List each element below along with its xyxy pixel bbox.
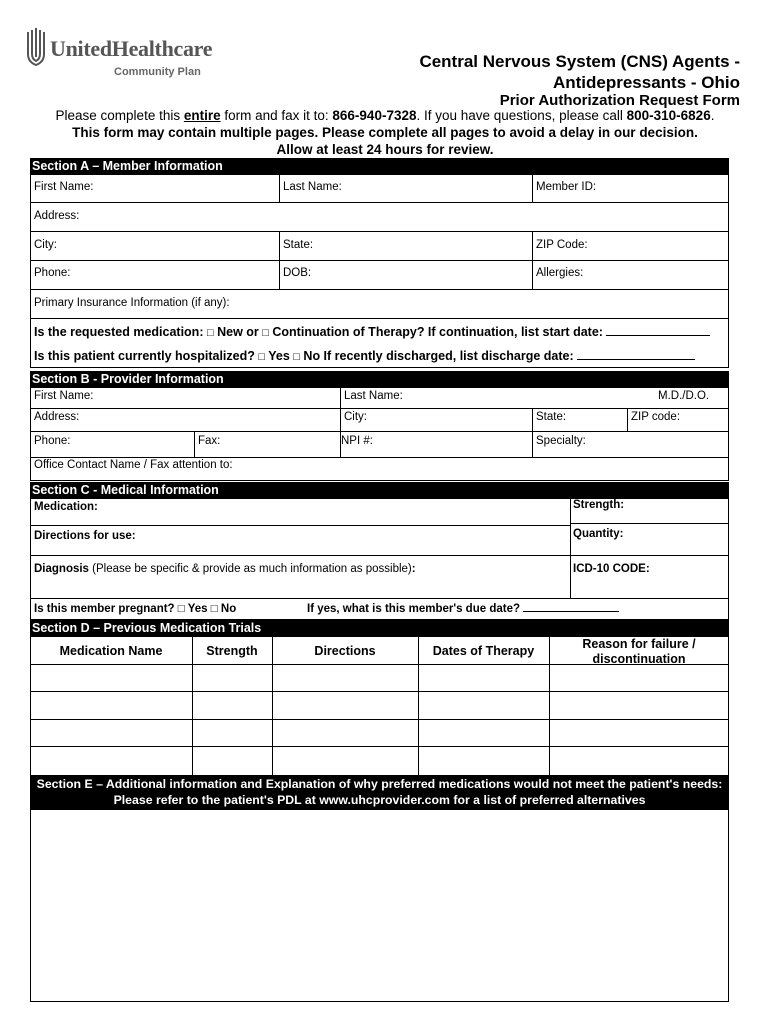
strength-field[interactable]: Strength: xyxy=(573,499,625,511)
intro-line3: Allow at least 24 hours for review. xyxy=(276,142,494,157)
section-b-header: Section B - Provider Information xyxy=(30,371,729,387)
pregnant-no-checkbox[interactable]: □ xyxy=(210,603,218,615)
divider xyxy=(30,202,729,203)
member-id-field[interactable]: Member ID: xyxy=(536,181,597,193)
member-phone-field[interactable]: Phone: xyxy=(34,267,71,279)
fax-number: 866-940-7328 xyxy=(332,108,417,123)
divider xyxy=(30,408,729,409)
member-last-name-field[interactable]: Last Name: xyxy=(283,181,342,193)
intro-line1: Please complete this entire form and fax it to: 866-940-7328. If you have questions, please call 800-310-6826. xyxy=(55,108,715,123)
provider-phone-field[interactable]: Phone: xyxy=(34,435,71,447)
section-c-box xyxy=(30,498,729,620)
divider xyxy=(532,408,533,457)
hospitalized-question: Is this patient currently hospitalized? □ Yes □ No If recently discharged, list discharge date: xyxy=(34,349,695,363)
divider xyxy=(30,318,729,319)
column-header: Medication Name xyxy=(59,644,163,658)
form-subtitle: Prior Authorization Request Form xyxy=(499,92,740,109)
section-e-note: Please refer to the patient's PDL at www.uhcprovider.com for a list of preferred alternatives xyxy=(113,793,646,807)
table-row[interactable] xyxy=(31,720,729,746)
section-c-header: Section C - Medical Information xyxy=(30,482,729,498)
section-d-header: Section D – Previous Medication Trials xyxy=(30,620,729,636)
provider-state-field[interactable]: State: xyxy=(536,411,567,423)
provider-city-field[interactable]: City: xyxy=(344,411,367,423)
divider xyxy=(532,174,533,202)
divider xyxy=(30,231,729,232)
form-title-line2: Antidepressants - Ohio xyxy=(552,73,740,92)
provider-npi-field[interactable]: NPI #: xyxy=(341,435,373,447)
divider xyxy=(30,598,729,599)
column-header: Reason for failure / discontinuation xyxy=(582,637,696,666)
icd10-field[interactable]: ICD-10 CODE: xyxy=(573,563,650,575)
hospitalized-no-checkbox[interactable]: □ xyxy=(293,351,300,363)
new-checkbox[interactable]: □ xyxy=(206,327,214,339)
quantity-field[interactable]: Quantity: xyxy=(573,528,624,540)
divider xyxy=(30,525,570,526)
table-row[interactable] xyxy=(31,665,729,691)
section-e-header xyxy=(30,776,729,809)
hospitalized-yes-checkbox[interactable]: □ xyxy=(258,351,265,363)
member-address-field[interactable]: Address: xyxy=(34,210,80,222)
member-dob-field[interactable]: DOB: xyxy=(283,267,312,279)
section-a-header: Section A – Member Information xyxy=(30,158,729,174)
divider xyxy=(194,431,195,457)
provider-fax-field[interactable]: Fax: xyxy=(198,435,221,447)
table-row[interactable] xyxy=(31,747,729,775)
form-title-line1: Central Nervous System (CNS) Agents - xyxy=(419,52,740,71)
divider xyxy=(570,523,729,524)
due-date-question: If yes, what is this member's due date? xyxy=(307,603,619,615)
column-header: Directions xyxy=(314,644,376,658)
provider-address-field[interactable]: Address: xyxy=(34,411,80,423)
pregnant-question: Is this member pregnant? □ Yes □ No xyxy=(34,603,237,615)
divider xyxy=(30,260,729,261)
start-date-line[interactable] xyxy=(606,335,710,336)
divider xyxy=(627,408,628,431)
divider xyxy=(30,555,729,556)
intro-line2: This form may contain multiple pages. Please complete all pages to avoid a delay in our decision. xyxy=(72,125,698,140)
divider xyxy=(30,431,729,432)
provider-zip-field[interactable]: ZIP code: xyxy=(631,411,681,423)
additional-info-textarea[interactable] xyxy=(30,809,729,1002)
md-do-label: M.D./D.O. xyxy=(658,390,710,402)
provider-specialty-field[interactable]: Specialty: xyxy=(536,435,586,447)
divider xyxy=(532,231,533,289)
logo-subtitle: Community Plan xyxy=(114,66,201,78)
insurance-field[interactable]: Primary Insurance Information (if any): xyxy=(34,297,230,309)
provider-last-name-field[interactable]: Last Name: xyxy=(344,390,403,402)
table-row[interactable] xyxy=(31,692,729,719)
divider xyxy=(30,457,729,458)
divider xyxy=(279,231,280,289)
provider-first-name-field[interactable]: First Name: xyxy=(34,390,94,402)
pregnant-yes-checkbox[interactable]: □ xyxy=(177,603,185,615)
phone-number: 800-310-6826 xyxy=(626,108,711,123)
discharge-date-line[interactable] xyxy=(577,359,695,360)
medication-field[interactable]: Medication: xyxy=(34,501,98,513)
member-state-field[interactable]: State: xyxy=(283,239,314,251)
divider xyxy=(570,498,571,598)
logo-name: UnitedHealthcare xyxy=(50,36,213,61)
office-contact-field[interactable]: Office Contact Name / Fax attention to: xyxy=(34,459,233,471)
continuation-checkbox[interactable]: □ xyxy=(262,327,269,339)
divider xyxy=(279,174,280,202)
divider xyxy=(30,289,729,290)
column-header: Dates of Therapy xyxy=(432,644,535,658)
due-date-line[interactable] xyxy=(523,611,619,612)
diagnosis-field[interactable]: Diagnosis (Please be specific & provide as much information as possible): xyxy=(34,563,416,575)
medication-status-question: Is the requested medication: □ New or □ Continuation of Therapy? If continuation, list start date: xyxy=(34,325,710,339)
member-zip-field[interactable]: ZIP Code: xyxy=(536,239,588,251)
section-e-title: Section E – Additional information and Explanation of why preferred medications would not meet the patient's needs: xyxy=(36,777,723,791)
column-header: Strength xyxy=(206,644,258,658)
member-first-name-field[interactable]: First Name: xyxy=(34,181,94,193)
logo-shield-icon xyxy=(26,28,46,66)
member-city-field[interactable]: City: xyxy=(34,239,57,251)
member-allergies-field[interactable]: Allergies: xyxy=(536,267,584,279)
directions-field[interactable]: Directions for use: xyxy=(34,530,136,542)
